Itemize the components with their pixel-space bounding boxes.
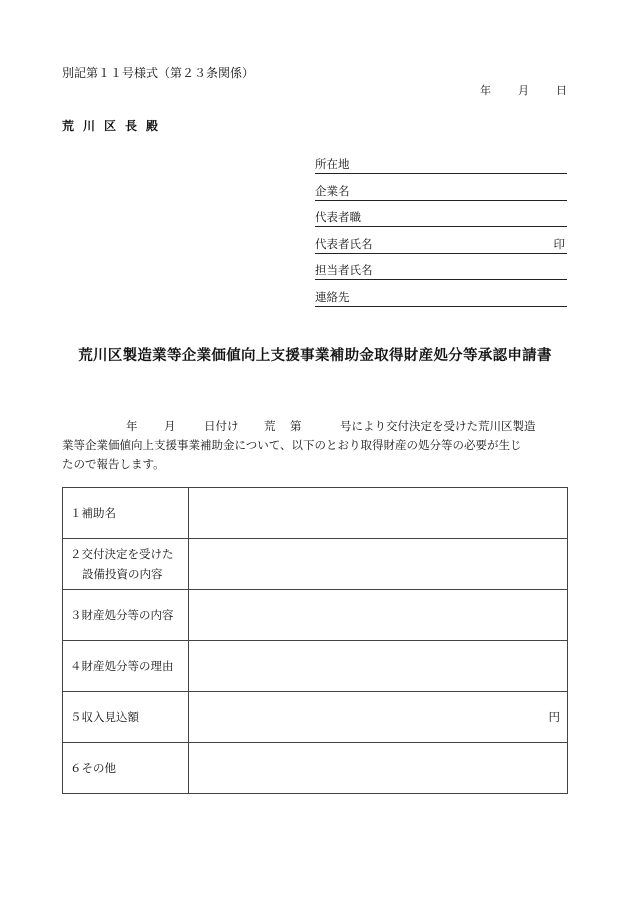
row-value-disposal-content[interactable] (189, 590, 568, 641)
row-label-expected-income: ５収入見込額 (63, 692, 189, 743)
yen-unit: 円 (548, 710, 560, 724)
document-title: 荒川区製造業等企業価値向上支援事業補助金取得財産処分等承認申請書 (78, 348, 552, 364)
seal-mark: 印 (553, 237, 565, 251)
row-label-line: ２交付決定を受けた (70, 547, 174, 561)
contact-person-label: 担当者氏名 (315, 263, 373, 277)
body-year: 年 (126, 419, 138, 433)
body-month: 月 (164, 419, 176, 433)
representative-name-field[interactable] (315, 237, 567, 254)
row-value-disposal-reason[interactable] (189, 641, 568, 692)
body-ara: 荒 (264, 419, 276, 433)
row-label-disposal-content: ３財産処分等の内容 (63, 590, 189, 641)
company-name-label: 企業名 (315, 184, 350, 198)
address-field[interactable] (315, 157, 567, 174)
contact-person-field[interactable] (315, 263, 567, 280)
address-label: 所在地 (315, 157, 350, 171)
table-row (63, 590, 568, 641)
row-value-other[interactable] (189, 743, 568, 794)
table-row (63, 488, 568, 539)
body-dai: 第 (290, 419, 302, 433)
row-value-investment-content[interactable] (189, 539, 568, 590)
date-month-label: 月 (518, 84, 529, 97)
row-value-expected-income[interactable] (189, 692, 568, 743)
body-go-text: 号により交付決定を受けた荒川区製造 (340, 419, 536, 433)
row-label-disposal-reason: ４財産処分等の理由 (63, 641, 189, 692)
representative-name-label: 代表者氏名 (315, 237, 373, 251)
row-label-investment-content (63, 539, 189, 590)
row-value-subsidy-name[interactable] (189, 488, 568, 539)
application-table (62, 487, 568, 794)
table-row (63, 692, 568, 743)
table-row (63, 539, 568, 590)
company-name-field[interactable] (315, 184, 567, 201)
date-day-label: 日 (556, 84, 567, 97)
table-row (63, 743, 568, 794)
contact-info-label: 連絡先 (315, 290, 350, 304)
contact-info-field[interactable] (315, 290, 567, 307)
row-label-line: 設備投資の内容 (82, 567, 163, 581)
addressee: 荒川区長殿 (62, 119, 168, 133)
table-row (63, 641, 568, 692)
row-label-other: ６その他 (63, 743, 189, 794)
representative-title-field[interactable] (315, 210, 567, 227)
row-label-subsidy-name: １補助名 (63, 488, 189, 539)
representative-title-label: 代表者職 (315, 210, 361, 224)
body-day-dated: 日付け (204, 419, 239, 433)
body-line-2: 業等企業価値向上支援事業補助金について、以下のとおり取得財産の処分等の必要が生じ (62, 438, 522, 452)
form-reference: 別記第１１号様式（第２３条関係） (62, 66, 255, 80)
body-line-3: たので報告します。 (62, 457, 165, 471)
date-year-label: 年 (480, 84, 491, 97)
